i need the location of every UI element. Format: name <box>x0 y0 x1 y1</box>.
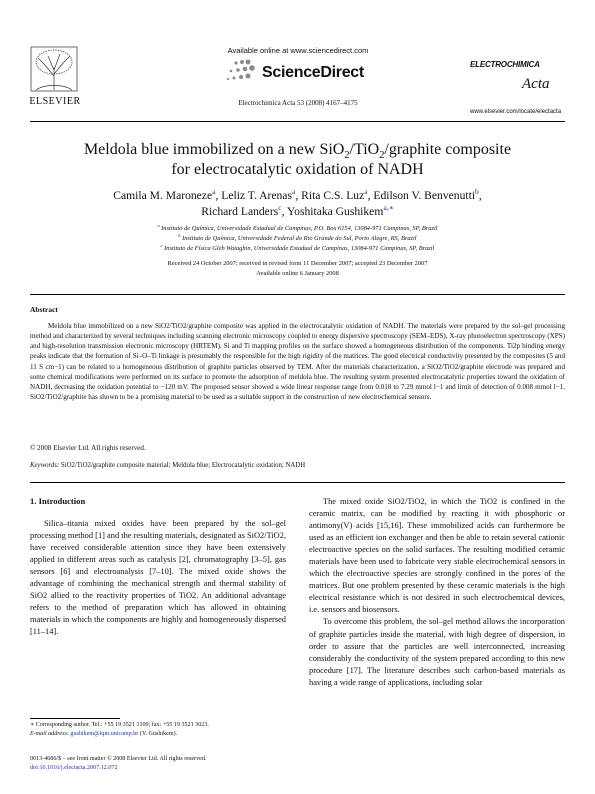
author-name: Leliz T. Arenas <box>221 189 292 202</box>
corresponding-author-contact: ∗ Corresponding author. Tel.: +55 19 3521 3109; fax: +55 19 3521 3023. <box>30 722 209 728</box>
author-name: Edilson V. Benvenutti <box>373 189 476 202</box>
issn-line: 0013-4686/$ – see front matter © 2008 Elsevier Ltd. All rights reserved. <box>30 756 207 762</box>
email-line <box>30 730 286 739</box>
journal-name: ELECTROCHIMICA <box>470 60 540 69</box>
abstract-bottom-rule <box>30 482 565 483</box>
author-affiliation-marker[interactable]: b <box>475 187 479 197</box>
affiliation-text: Instituto de Química, Universidade Federal do Rio Grande do Sul, Porto Alegre, RS, Brazil <box>182 235 417 243</box>
affiliation-marker: c <box>160 243 163 249</box>
author-name: Rita C.S. Luz <box>301 189 365 202</box>
affiliation-line <box>40 244 555 254</box>
available-online-text: Available online at www.sciencedirect.com <box>227 46 369 55</box>
available-online-date: Available online 6 January 2008 <box>256 270 339 277</box>
journal-url[interactable]: www.elsevier.com/locate/electacta <box>470 109 562 115</box>
author-name: Yoshitaka Gushikem <box>286 205 384 218</box>
author-list: Camila M. Maroneze$^a$, Leliz T. Arenas$^a$, Rita C.S. Luz$^a$, Edilson V. Benvenutti$^b$, Richard Landers$^c$, Yoshitaka Gushikem$^{a,∗}$ <box>113 187 482 218</box>
abstract-heading: Abstract <box>30 305 58 314</box>
author-affiliation-marker[interactable]: a <box>364 187 368 197</box>
keywords-label: Keywords: <box>30 462 60 469</box>
copyright-line: © 2008 Elsevier Ltd. All rights reserved. <box>30 444 146 452</box>
intro-paragraph-3: To overcome this problem, the sol–gel method allows the incorporation of graphite particles inside the material, with high degree of dispersion, in order to assure that the particles are well interconnected, increasing considerably the conductivity of the system prepared according to this new procedure [17]. The literature describes such carbon-based materials as having a wide range of applications, including solar <box>309 617 565 687</box>
article-title <box>40 140 555 180</box>
email-label: E-mail address: <box>30 731 69 738</box>
email-link[interactable]: gushikem@iqm.unicamp.br <box>70 731 139 738</box>
affiliation-line <box>40 234 555 244</box>
journal-citation: Electrochimica Acta 53 (2008) 4167–4175 <box>238 99 358 107</box>
keywords-line <box>30 462 565 469</box>
author-affiliation-marker[interactable]: c <box>278 203 282 213</box>
title-line-1: Meldola blue immobilized on a new SiO$_2$/TiO$_2$/graphite composite <box>83 141 512 162</box>
author-affiliation-marker[interactable]: a <box>291 187 296 197</box>
received-dates: Received 24 October 2007; received in revised form 11 December 2007; accepted 23 December 2007 <box>167 260 428 267</box>
corresponding-author-footnote <box>30 721 286 740</box>
sciencedirect-wordmark: ScienceDirect <box>262 64 364 81</box>
intro-paragraph-2: The mixed oxide SiO2/TiO2, in which the TiO2 is confined in the ceramic matrix, can be modified by reacting it with phosphoric or antimony(V) acids [15,16]. These immobilized acids can furthermore be used as an efficient ion exchanger and then be able to retain several cationic electroactive species on the solid surfaces. The resulting modified ceramic materials have been used to fabricate very stable electrochemical sensors in which the electroactive species are strongly confined in the pores of the matrices. But one problem presented by these ceramic materials is the high electrical resistance which is not desired in such electrochemical devices, i.e. sensors and biosensors. <box>309 497 565 615</box>
title-line-2: for electrocatalytic oxidation of NADH <box>171 161 424 178</box>
left-column <box>30 518 286 638</box>
header-rule <box>30 121 565 122</box>
affiliation-text: Instituto de Química, Universidade Estadual de Campinas, P.O. Box 6154, 13084-971 Campinas, SP, Brazil <box>161 225 438 232</box>
journal-subtitle: Acta <box>522 76 550 92</box>
right-column <box>309 496 565 689</box>
affiliation-line <box>40 224 555 234</box>
author-affiliation-marker[interactable]: a,∗ <box>383 203 394 213</box>
author-name: Richard Landers <box>201 205 279 218</box>
affiliations <box>40 224 555 255</box>
email-owner: (Y. Gushikem). <box>139 731 178 738</box>
abstract-top-rule <box>30 294 565 295</box>
front-matter <box>30 755 286 774</box>
author-name: Camila M. Maroneze <box>113 189 213 202</box>
author-affiliation-marker[interactable]: a <box>212 187 216 197</box>
doi-link[interactable]: doi:10.1016/j.electacta.2007.12.072 <box>30 765 118 772</box>
affiliation-text: Instituto de Física Gleb Wataghin, Universidade Estadual de Campinas, 13084-971 Campinas, SP, Brazil <box>164 245 435 253</box>
affiliation-marker: b <box>178 233 181 239</box>
intro-paragraph-1: Silica–titania mixed oxides have been prepared by the sol–gel processing method [1] and the resulting materials, designated as SiO2/TiO2, have received considerable attention since they have been extensively applied in different areas such as catalysis [2], chromatography [3–5], gas sensors [6] and electroanalysis [7–10]. The mixed oxide shows the advantage of combining the mechanical strength and thermal stability of SiO2 allied to the reactivity properties of TiO2. An additional advantage refers to the method of preparation which has allowed in obtaining materials in which the components are highly and homogeneously dispersed [11–14]. <box>30 519 286 637</box>
section-heading-introduction: 1. Introduction <box>30 496 86 506</box>
abstract-body: Meldola blue immobilized on a new SiO2/TiO2/graphite composite was applied in the electrocatalytic oxidation of NADH. The materials were prepared by the sol–gel processing method and characterized by several techniques including scanning electronic microscopy coupled to energy dispersive spectroscopy (SEM–EDS), X-ray photoelectron spectroscopy (XPS) and high-resolution transmission electronic microscopy (HRTEM). Si and Ti mapping profiles on the surface showed a homogeneous distribution of the components. Ti2p binding energy peaks indicate that the formation of Si–O–Ti linkage is presumably the responsible for the high rigidity of the matrices. The good electrical conductivity presented by the composites (5 and 11 S cm−1) can be related to a homogeneous distribution of graphite particles observed by TEM. After the materials characterization, a SiO2/TiO2/graphite electrode was prepared and some chemical modifications were performed on its surface to promote the adsorption of meldola blue. The resulting system presented electrocatalytic properties toward the oxidation of NADH, decreasing the oxidation potential to −120 mV. The proposed sensor showed a wide linear response range from 0.018 to 7.29 mmol l−1 and limit of detection of 0.008 mmol l−1. SiO2/TiO2/graphite has shown to be a promising material to be used as a suitable support in the construction of new electrochemical sensors. <box>30 322 565 402</box>
affiliation-marker: a <box>157 222 160 228</box>
article-dates <box>40 259 555 279</box>
keywords-values: SiO2/TiO2/graphite composite material; Meldola blue; Electrocatalytic oxidation; NADH <box>60 462 306 469</box>
footnote-rule <box>30 718 120 719</box>
sciencedirect-logo-icon <box>218 58 258 84</box>
publisher-name: ELSEVIER <box>29 96 81 107</box>
